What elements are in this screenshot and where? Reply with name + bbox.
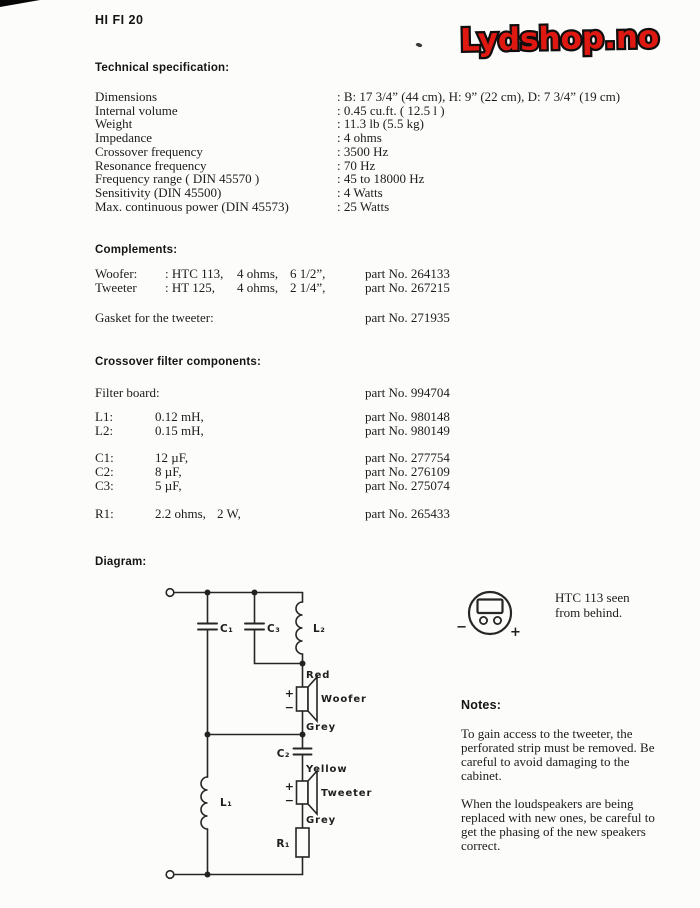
htc113-rear-view-icon (469, 592, 511, 634)
complement-model: : HT 125, (165, 279, 215, 295)
component-ref: C1: (95, 450, 114, 466)
label-l2: L₂ (313, 623, 326, 635)
component-part-number: part No. 277754 (365, 450, 450, 466)
notes-paragraph-2: When the loudspeakers are being replaced with new ones, be careful to get the phasing of the new speakers correct. (461, 796, 655, 853)
gasket-label: Gasket for the tweeter: (95, 309, 214, 325)
complement-part-number: part No. 264133 (365, 266, 450, 281)
complement-part-number: part No. 267215 (365, 279, 450, 295)
component-value: 8 µF, (155, 464, 182, 480)
spec-label: Frequency range ( DIN 45570 ) (95, 171, 260, 187)
component-part-number: part No. 276109 (365, 464, 450, 480)
htc113-caption-line2: from behind. (555, 604, 623, 620)
spec-label: Max. continuous power (DIN 45573) (95, 198, 289, 214)
htc113-minus-mark: − (456, 620, 467, 635)
section-heading-complements: Complements: (95, 244, 178, 256)
woofer-plus-mark: + (284, 687, 294, 700)
input-terminal-top (166, 589, 174, 597)
brand-logo: Lydshop.no (459, 19, 660, 59)
spec-value: : 0.45 cu.ft. ( 12.5 l ) (337, 102, 445, 118)
capacitor-c1-symbol (198, 624, 217, 630)
complement-size: 6 1/2”, (290, 266, 326, 281)
complement-name: Woofer: (95, 266, 138, 281)
section-heading-crossover-components: Crossover filter components: (95, 356, 261, 368)
label-l1: L₁ (220, 797, 233, 809)
component-value: 2.2 ohms, (155, 505, 206, 521)
component-part-number: part No. 980148 (365, 409, 450, 424)
spec-value: : 25 Watts (337, 198, 390, 214)
label-yellow-wire: Yellow (306, 764, 348, 775)
spec-value: : 70 Hz (337, 157, 376, 173)
component-value: 0.15 mH, (155, 422, 204, 438)
spec-value: : 4 ohms (337, 130, 382, 146)
spec-label: Crossover frequency (95, 143, 203, 159)
notes-paragraph-1: To gain access to the tweeter, the perforated strip must be removed. Be careful to avoid damaging to the cabinet. (461, 726, 655, 783)
spec-label: Internal volume (95, 102, 178, 118)
tweeter-symbol (297, 771, 318, 814)
component-part-number: part No. 275074 (365, 477, 450, 493)
htc113-caption (555, 591, 630, 620)
section-heading-diagram: Diagram: (95, 556, 147, 568)
complement-name: Tweeter (95, 279, 137, 295)
document-title: HI FI 20 (95, 13, 144, 27)
spec-value: : 45 to 18000 Hz (337, 171, 425, 187)
label-c3: C₃ (267, 623, 281, 635)
component-ref: L2: (95, 422, 114, 438)
component-part-number: part No. 980149 (365, 422, 450, 438)
filter-board-part-number: part No. 994704 (365, 385, 450, 400)
spec-value: : B: 17 3/4” (44 cm), H: 9” (22 cm), D: 7 3/4” (19 cm) (337, 89, 621, 104)
label-red-wire: Red (306, 670, 331, 681)
label-grey-wire-woofer: Grey (306, 722, 337, 733)
htc113-caption-line1: HTC 113 seen (555, 590, 630, 605)
component-ref: C2: (95, 464, 114, 480)
label-r1: R₁ (276, 838, 290, 850)
component-value: 5 µF, (155, 477, 182, 493)
spec-label: Weight (95, 116, 133, 132)
label-c2: C₂ (276, 748, 290, 760)
woofer-symbol (297, 677, 318, 721)
label-c1: C₁ (220, 623, 234, 635)
spec-label: Dimensions (95, 89, 158, 104)
spec-label: Impedance (95, 130, 153, 146)
input-terminal-bottom (166, 871, 174, 879)
capacitor-c3-symbol (245, 624, 264, 630)
spec-label: Resonance frequency (95, 157, 207, 173)
label-grey-wire-tweeter: Grey (306, 815, 337, 826)
component-value-power: 2 W, (217, 505, 241, 521)
resistor-r1-symbol (296, 828, 309, 857)
label-tweeter: Tweeter (321, 788, 373, 799)
complement-impedance: 4 ohms, (237, 266, 279, 281)
section-heading-technical-specification: Technical specification: (95, 62, 230, 74)
inductor-l1-symbol (201, 777, 207, 829)
spec-value: : 11.3 lb (5.5 kg) (337, 116, 424, 132)
label-woofer: Woofer (321, 694, 367, 705)
woofer-minus-mark: − (284, 701, 294, 714)
gasket-part-number: part No. 271935 (365, 309, 450, 325)
component-part-number: part No. 265433 (365, 505, 450, 521)
inductor-l2-symbol (296, 602, 303, 654)
filter-board-label: Filter board: (95, 385, 160, 400)
section-heading-notes: Notes: (461, 698, 502, 712)
component-value: 12 µF, (155, 450, 189, 466)
spec-value: : 4 Watts (337, 184, 383, 200)
spec-value: : 3500 Hz (337, 143, 389, 159)
tweeter-plus-mark: + (284, 780, 294, 793)
complement-size: 2 1/4”, (290, 279, 326, 295)
spec-label: Sensitivity (DIN 45500) (95, 184, 222, 200)
htc113-plus-mark: + (510, 625, 521, 640)
complement-model: : HTC 113, (165, 266, 224, 281)
component-ref: R1: (95, 505, 114, 521)
complement-impedance: 4 ohms, (237, 279, 279, 295)
component-ref: L1: (95, 409, 114, 424)
tweeter-minus-mark: − (284, 794, 294, 807)
component-ref: C3: (95, 477, 114, 493)
component-value: 0.12 mH, (155, 409, 204, 424)
capacitor-c2-symbol (294, 749, 312, 755)
